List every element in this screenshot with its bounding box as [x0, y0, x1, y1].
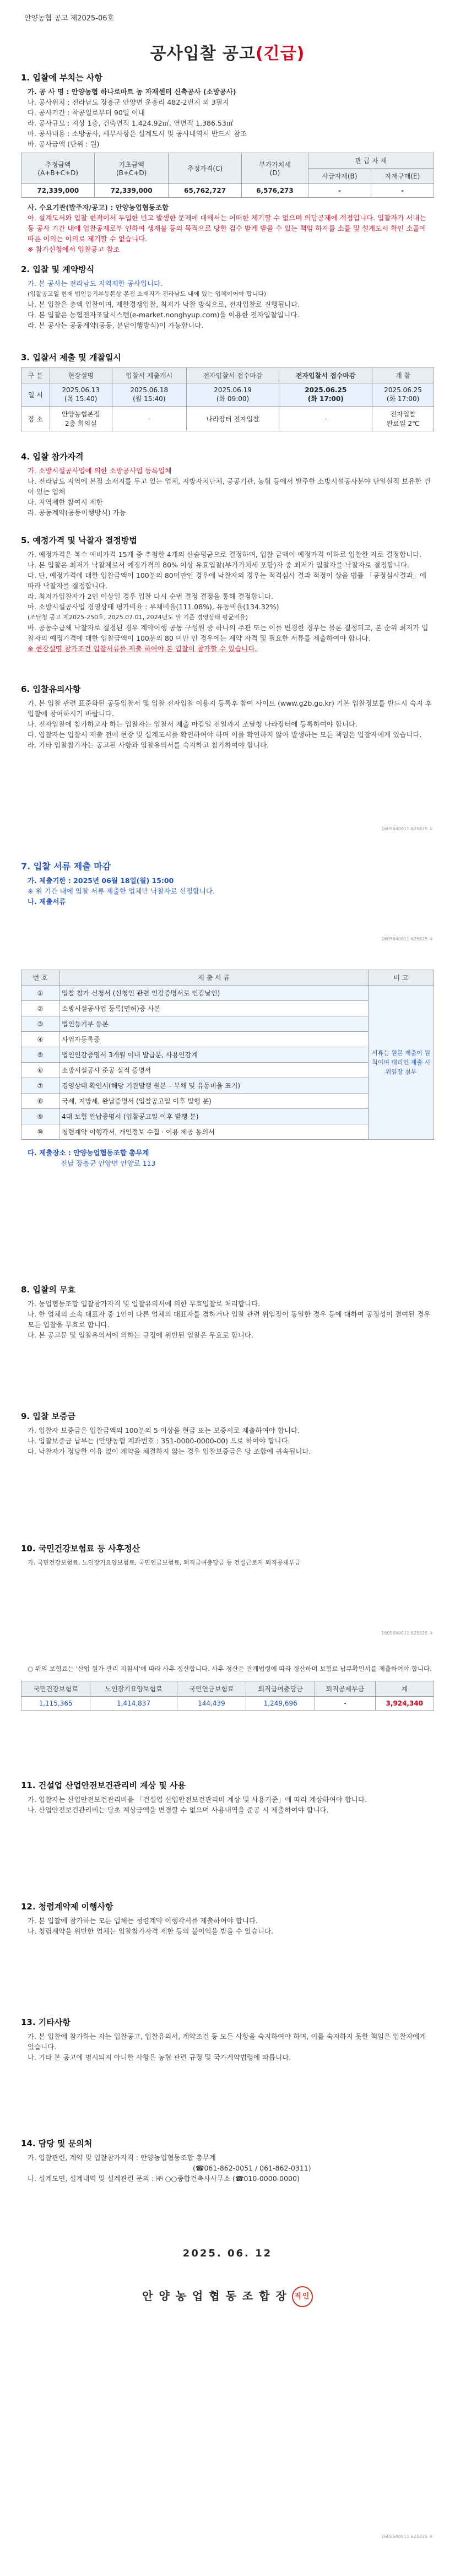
cost-cell: 72,339,000: [21, 184, 95, 198]
caution-item: 나. 전자입찰에 참가하고자 하는 입찰자는 입찰서 제출 마감일 전일까지 조달청 나라장터에 등록하여야 합니다.: [28, 720, 358, 728]
schedule-header: 구 분: [21, 368, 50, 383]
insurance-wrap: [21, 1664, 434, 1711]
invalid-item: 다. 본 공고문 및 입찰유의서에 의하는 규정에 위반된 입찰은 무효로 합니다.: [28, 1331, 253, 1339]
issuer-line: [0, 2286, 455, 2307]
page-code: 1605640011 625825 ①: [381, 826, 433, 831]
cost-sub-header: 자재구매(E): [371, 169, 434, 184]
insurance-header: 국민연금보험료: [177, 1681, 246, 1697]
docs-header: 번 호: [21, 970, 59, 986]
section-heading: 11. 건설업 산업안전보건관리비 계상 및 사용: [21, 1781, 186, 1790]
docs-table-wrap: [21, 970, 434, 1168]
cost-header: 기초금액 (B+C+D): [95, 153, 168, 184]
project-cost-label: 바. 공사금액 (단위 : 원): [28, 140, 100, 148]
section-heading: 13. 기타사항: [21, 2017, 71, 2027]
section-heading: 5. 예정가격 및 낙찰자 결정방법: [21, 535, 137, 545]
page-title: [0, 40, 455, 64]
section-heading: 4. 입찰 참가자격: [21, 452, 84, 462]
section-heading: 12. 청렴계약제 이행사항: [21, 1902, 113, 1912]
pricing-item: 마. 소방시설공사업 경영상태 평가비율 : 부채비율(111.08%), 유동비율(134.32%): [28, 603, 279, 611]
project-location: 나. 공사위치 : 전라남도 장흥군 안양면 운흥리 482-2번지 외 3필지: [28, 98, 229, 106]
insurance-cell: 1,115,365: [21, 1697, 90, 1711]
docs-no: ⑧: [21, 1094, 59, 1109]
schedule-cell: 2025.06.25 (화 17:00): [372, 383, 434, 407]
insurance-header: 국민건강보험료: [21, 1681, 90, 1697]
section-6: [21, 683, 434, 750]
docs-header: 제 출 서 류: [59, 970, 369, 986]
submit-place: 다. 제출장소 : 안양농업협동조합 총무계: [28, 1149, 149, 1157]
docs-no: ⑩: [21, 1124, 59, 1140]
pricing-item: (조달청 공고 제2025-250호, 2025.07.01, 2024년도 말 기준 경영상태 평균비율): [28, 614, 248, 621]
caution-item: 라. 기타 입찰참가자는 공고된 사항과 입찰유의서를 숙지하고 참가하여야 합니다.: [28, 741, 269, 749]
integrity-item: 가. 본 입찰에 참가하는 모든 업체는 청렴계약 이행각서를 제출하여야 합니다.: [28, 1917, 258, 1925]
docs-item: 입찰 참가 신청서 (신청인 관련 인감증명서로 인감날인): [59, 986, 369, 1001]
schedule-header: 입찰서 제출개시: [112, 368, 186, 383]
schedule-cell: -: [112, 407, 186, 431]
notice-date: 2025. 06. 12: [182, 2248, 273, 2259]
docs-remark: 서류는 원본 제출이 원칙이며 대리인 제출 시 위임장 첨부: [369, 986, 434, 1140]
section-heading: 10. 국민건강보험료 등 사후정산: [21, 1544, 140, 1554]
bid-item: (입찰공고일 현재 법인등기부등본상 본점 소재지가 전라남도 내에 있는 업체이어야 합니다): [28, 290, 267, 297]
section-2: [21, 263, 434, 331]
section-13: [21, 2016, 434, 2063]
pricing-item: 바. 공동수급체 낙찰자로 결정된 경우 계약이행 공동 구성원 중 하나의 주관 또는 이를 변경한 경우는 물론 결정되고, 본 순위 최저가 입찰자의 예정가격에 대한 입찰금액이 100분의 80 미만 인 경우에는 계약 자격 및 필요한 서류를 제출하여야 합니다.: [28, 624, 429, 642]
cost-header: 추정가격(C): [168, 153, 241, 184]
insurance-item: 가. 국민건강보험료, 노인장기요양보험료, 국민연금보험료, 퇴직급여충당금 등 건설근로자 퇴직공제부금: [28, 1559, 301, 1566]
qualification-item: 나. 전라남도 지역에 본점 소재지를 두고 있는 업체, 지방자치단체, 공공기관, 농협 등에서 발주한 소방시설공사분야 단일실적 보유한 건이 있는 업체: [28, 477, 431, 496]
cost-cell: 72,339,000: [95, 184, 168, 198]
misc-item: 가. 본 입찰에 참가하는 자는 입찰공고, 입찰유의서, 계약조건 등 모든 사항을 숙지하여야 하며, 이를 숙지하지 못한 책임은 입찰자에게 있습니다.: [28, 2032, 426, 2051]
cost-cell: -: [371, 184, 434, 198]
project-period: 다. 공사기간 : 착공일로부터 90일 이내: [28, 109, 145, 117]
project-content: 마. 공사내용 : 소방공사, 세부사항은 설계도서 및 공사내역서 반드시 참조: [28, 129, 247, 138]
pricing-item: 나. 본 입찰은 최저가 낙찰제로서 예정가격의 80% 이상 유효입찰(부가가치세 포함)자 중 최저가 입찰자를 낙찰자로 결정합니다.: [28, 561, 409, 569]
section-7: [21, 859, 434, 907]
schedule-header: 전자입찰서 접수마감: [186, 368, 279, 383]
insurance-header: 퇴직공제부금: [315, 1681, 375, 1697]
insurance-total: 3,924,340: [375, 1697, 434, 1711]
official-seal-icon: 직인: [292, 2286, 313, 2307]
page-code: 1605640011 625825 ④: [381, 2534, 433, 2539]
invalid-item: 가. 농업협동조합 입찰참가자격 및 입찰유의서에 의한 무효입찰로 처리합니다.: [28, 1300, 261, 1308]
schedule-table: [21, 367, 434, 431]
deposit-item: 다. 낙찰자가 정당한 이유 없이 계약을 체결하지 않는 경우 입찰보증금은 당 조합에 귀속됩니다.: [28, 1447, 311, 1455]
caution-item: 가. 본 입찰 관련 표준화된 공동입찰서 및 입찰 전자입찰 이용지 등록후 참여 사이트 (www.g2b.go.kr) 기본 입찰정보를 반드시 숙지 후 입찰에 참여하시기 바랍니다.: [28, 699, 432, 718]
invalid-item: 나. 한 업체의 소속 대표자 중 1인이 다른 업체의 대표자를 겸하거나 입찰 관련 위임장이 동일한 경우 등에 대하여 공정성이 결여된 경우 모든 입찰을 무효로 합니다.: [28, 1310, 431, 1329]
design-notice: 아. 설계도서와 입찰 현적이서 두입한 빈고 발생한 문제에 대해서는 어떠한 제기할 수 없으며 의당공제에 적정입니다. 입찰자가 서내는 등 공사 기간 내에 입찰공제로부 인하여 생재불 등의 목적으로 당한 검수 받게 받을 수 있는 책임 하자를 소를 및 설계도서 확인 소홀에 따른 이의는 이의로 제기할 수 없습니다.: [28, 214, 426, 243]
schedule-header: 전자입찰서 접수마감: [279, 368, 372, 383]
schedule-cell: 안양농협본점 2층 회의실: [50, 407, 112, 431]
notice-number: 안양농협 공고 제2025-06호: [24, 14, 115, 23]
docs-no: ⑤: [21, 1047, 59, 1063]
schedule-cell: 2025.06.18 (월 15:40): [112, 383, 186, 407]
docs-label: 나. 제출서류: [28, 897, 66, 906]
docs-item: 경영상태 확인서(해당 기관발행 원본 – 부채 및 유동비율 표기): [59, 1078, 369, 1094]
qualification-item: 다. 지역제한 참여시 제한: [28, 498, 103, 506]
bid-item: 다. 본 입찰은 농협전자조달시스템(e-market.nonghyup.com)을 이용한 전자입찰입니다.: [28, 311, 300, 319]
issuer-name: 안 양 농 업 협 동 조 합 장: [142, 2289, 288, 2303]
safety-item: 나. 산업안전보건관리비는 당초 계상금액을 변경할 수 없으며 사용내역을 준공 시 제출하여야 합니다.: [28, 1806, 329, 1814]
section-heading: 14. 담당 및 문의처: [21, 2139, 93, 2149]
cost-header: 부가가치세 (D): [242, 153, 308, 184]
docs-no: ③: [21, 1016, 59, 1032]
section-4: [21, 451, 434, 518]
schedule-cell: 2025.06.19 (화 09:00): [186, 383, 279, 407]
schedule-cell: 일 시: [21, 383, 50, 407]
insurance-header: 퇴직급여충당금: [246, 1681, 315, 1697]
misc-item: 나. 기타 본 공고에 명시되지 아니한 사항은 농협 관련 규정 및 국가계약법령에 따릅니다.: [28, 2053, 291, 2061]
deposit-item: 가. 입찰자 보증금은 입찰금액의 100분의 5 이상을 현금 또는 보증서로 제출하여야 합니다.: [28, 1426, 300, 1435]
pricing-item: 라. 최저가입찰자가 2인 이상일 경우 입찰 다시 순번 결정 결정을 통해 결정합니다.: [28, 592, 274, 600]
pricing-item: 다. 단, 예정가격에 대한 입찰금액이 100분의 80미만인 경우에 낙찰자의 경우는 적격심사 결과 적정이 상을 법률 「공정심사결과」에 따라 낙찰자를 결정합니다.: [28, 571, 426, 590]
documents-table: [21, 970, 434, 1140]
insurance-cell: 1,249,696: [246, 1697, 315, 1711]
schedule-cell: 전자입찰 완료일 2℃: [372, 407, 434, 431]
insurance-note: ○ 위의 보험료는 '산업 원가 관리 지침서'에 따라 사후 정산합니다. 사후 정산은 관계법령에 따라 정산하며 보험료 납부확인서를 제출하여야 합니다.: [28, 1665, 432, 1673]
docs-header: 비 고: [369, 970, 434, 986]
section-heading: 7. 입찰 서류 제출 마감: [21, 861, 111, 872]
safety-item: 가. 입찰자는 산업안전보건관리비를 「건설업 산업안전보건관리비 계상 및 사용기준」에 따라 계상하여야 합니다.: [28, 1795, 367, 1804]
pricing-warning: ※ 현장설명 참가조건 입찰서류를 제출 하여야 본 입찰이 참가할 수 있습니다.: [28, 645, 257, 653]
insurance-cell: 144,439: [177, 1697, 246, 1711]
integrity-item: 나. 청렴계약을 위반한 업체는 입찰참가자격 제한 등의 불이익을 받을 수 있습니다.: [28, 1927, 274, 1935]
docs-item: 국세, 지방세, 완납증명서 (입찰공고일 이후 발행 분): [59, 1094, 369, 1109]
section-3: [21, 351, 434, 431]
caution-item: 다. 입찰자는 입찰서 제출 전에 현장 및 설계도서를 확인하여야 하며 이를 확인하지 않아 발생하는 모든 책임은 입찰자에게 있습니다.: [28, 730, 422, 739]
qualification-item: 라. 공동계약(공동이행방식) 가능: [28, 508, 126, 517]
cost-group-header: 관 급 자 재: [308, 153, 434, 169]
section-11: [21, 1779, 434, 1815]
schedule-cell: -: [279, 407, 372, 431]
docs-item: 법인인감증명서 3개월 이내 발급분, 사용인감계: [59, 1047, 369, 1063]
schedule-cell: 장 소: [21, 407, 50, 431]
cost-table: [21, 153, 434, 198]
docs-item: 청렴계약 이행각서, 개인정보 수집 · 이용 제공 동의서: [59, 1124, 369, 1140]
cost-cell: -: [308, 184, 371, 198]
cost-cell: 6,576,273: [242, 184, 308, 198]
docs-no: ⑨: [21, 1109, 59, 1124]
docs-no: ②: [21, 1001, 59, 1016]
docs-item: 4대 보험 완납증명서 (입찰공고일 이후 발행 분): [59, 1109, 369, 1124]
schedule-cell: 2025.06.25 (화 17:00): [279, 383, 372, 407]
note: ※ 참가신청에서 입찰공고 참조: [28, 245, 120, 253]
project-name: 가. 공 사 명 : 안양농협 하나로마트 농 자재센터 신축공사 (소방공사): [28, 88, 236, 96]
docs-no: ⑥: [21, 1063, 59, 1078]
docs-item: 소방시설공사업 등록(면허)증 사본: [59, 1001, 369, 1016]
cost-cell: 65,762,727: [168, 184, 241, 198]
docs-item: 소방시설공사 준공 실적 증명서: [59, 1063, 369, 1078]
docs-item: 법인등기부 등본: [59, 1016, 369, 1032]
section-heading: 8. 입찰의 무효: [21, 1285, 76, 1295]
section-heading: 9. 입찰 보증금: [21, 1411, 76, 1421]
deposit-item: 나. 입찰보증금 납부는 (안양농협 계좌번호 : 351-0000-0000-00) 으로 하여야 합니다.: [28, 1437, 290, 1445]
section-8: [21, 1284, 434, 1340]
insurance-table: [21, 1681, 434, 1711]
ordering-agency: 사. 수요기관(발주자/공고) : 안양농업협동조합: [28, 203, 169, 212]
section-heading: 1. 입찰에 부치는 사항: [21, 73, 102, 83]
section-heading: 2. 입찰 및 계약방식: [21, 264, 95, 274]
deadline-note: ※ 위 기간 내에 입찰 서류 제출한 업체만 낙찰자로 선정합니다.: [28, 887, 215, 895]
schedule-header: 개 찰: [372, 368, 434, 383]
section-heading: 3. 입찰서 제출 및 개찰일시: [21, 353, 121, 362]
section-heading: 6. 입찰유의사항: [21, 684, 81, 694]
section-1: [21, 72, 434, 255]
section-12: [21, 1901, 434, 1936]
section-14: [21, 2137, 434, 2184]
docs-item: 사업자등록증: [59, 1032, 369, 1047]
contact-phone: (☎061-862-0051 / 061-862-0311): [193, 2164, 311, 2172]
contact-item: 가. 입찰관련, 계약 및 입찰참가자격 : 안양농업협동조합 총무계: [28, 2153, 216, 2162]
bid-item: 가. 본 공사는 전라남도 지역제한 공사입니다.: [28, 279, 163, 288]
page-code: 1605640011 625825 ③: [381, 1631, 433, 1636]
schedule-header: 현장설명: [50, 368, 112, 383]
schedule-cell: 2025.06.13 (목 15:40): [50, 383, 112, 407]
docs-no: ④: [21, 1032, 59, 1047]
insurance-header: 노인장기요양보험료: [90, 1681, 177, 1697]
section-9: [21, 1410, 434, 1457]
bid-item: 라. 본 공사는 공동계약(공동, 분담이행방식)이 가능합니다.: [28, 321, 204, 329]
schedule-cell: 나라장터 전자입찰: [186, 407, 279, 431]
title-main: 공사입찰 공고: [150, 44, 256, 63]
deadline: 가. 제출기한 : 2025년 06월 18일(월) 15:00: [28, 876, 174, 885]
section-5: [21, 534, 434, 654]
insurance-cell: -: [315, 1697, 375, 1711]
docs-no: ⑦: [21, 1078, 59, 1094]
contact-item: 나. 설계도면, 설계내역 및 설계관련 문의 : ㈜ ○○종합건축사사무소 (☎010-0000-0000): [28, 2174, 300, 2183]
docs-no: ①: [21, 986, 59, 1001]
page-code: 1605640011 625825 ②: [381, 937, 433, 941]
section-10: [21, 1543, 434, 1568]
project-scale: 라. 공사규모 : 지상 1층, 건축면적 1,424.92㎡, 연면적 1,386.53㎡: [28, 119, 234, 127]
bid-item: 나. 본 입찰은 총액 입찰이며, 제한경쟁입찰, 최저가 낙찰 방식으로, 전자입찰로 진행됩니다.: [28, 300, 300, 309]
cost-header: 추정금액 (A+B+C+D): [21, 153, 95, 184]
qualification-item: 가. 소방시설공사업에 의한 소방공사업 등록업체: [28, 467, 172, 475]
cost-sub-header: 사급자재(B): [308, 169, 371, 184]
title-urgent: (긴급): [255, 44, 305, 63]
insurance-header: 계: [375, 1681, 434, 1697]
insurance-cell: 1,414,837: [90, 1697, 177, 1711]
pricing-item: 가. 예정가격은 복수 예비가격 15개 중 추첨한 4개의 산술평균으로 결정하며, 입찰 금액이 예정가격 이하로 입찰한 자로 결정합니다.: [28, 550, 422, 559]
submit-address: 전남 장흥군 안양면 안양로 113: [61, 1159, 156, 1167]
